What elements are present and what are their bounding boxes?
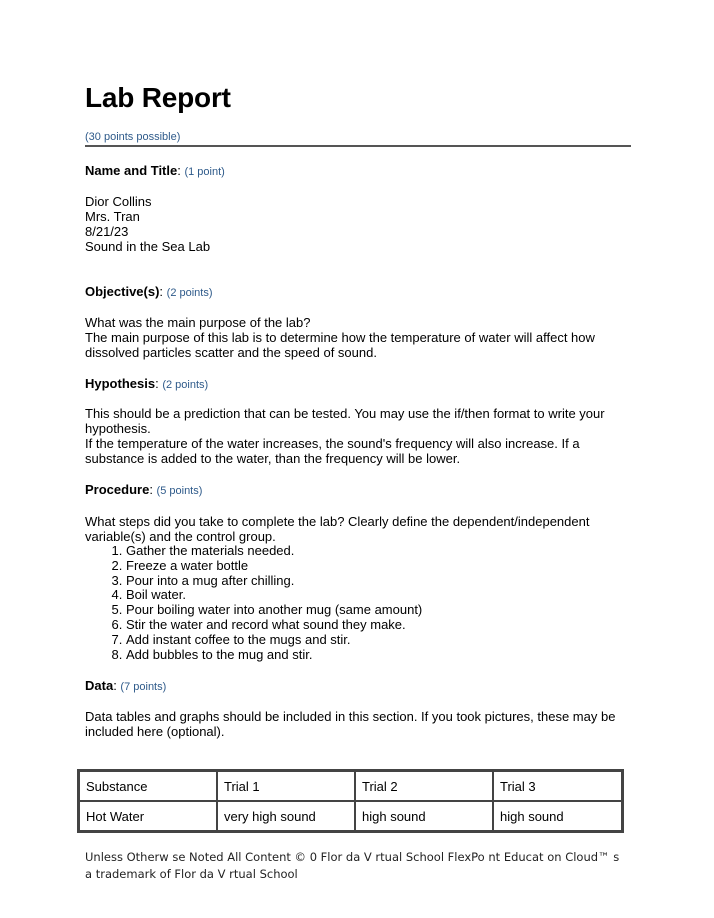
hypothesis-prompt: This should be a prediction that can be tested. You may use the if/then format to write your hypothesis. — [85, 406, 605, 436]
header-divider — [85, 145, 631, 147]
table-header-row — [79, 771, 622, 801]
table-header-cell: Substance — [79, 771, 217, 801]
table-header-cell: Trial 3 — [493, 771, 622, 801]
section-points: (7 points) — [120, 681, 167, 693]
list-item: 5. Pour boiling water into another mug (same amount) — [126, 603, 631, 618]
table-cell: high sound — [493, 801, 622, 831]
hypothesis-section: Hypothesis: (2 points) — [85, 376, 209, 391]
table-cell: high sound — [355, 801, 493, 831]
objective-prompt: What was the main purpose of the lab? — [85, 315, 311, 330]
hypothesis-body — [85, 406, 631, 466]
list-item: 1. Gather the materials needed. — [126, 544, 631, 559]
list-item: 6. Stir the water and record what sound they make. — [126, 618, 631, 633]
table-row — [79, 801, 622, 831]
student-name: Dior Collins — [85, 194, 152, 209]
section-points: (5 points) — [156, 485, 203, 497]
section-label: Hypothesis — [85, 376, 156, 391]
name-section: Name and Title: (1 point) — [85, 163, 225, 178]
name-lines — [85, 194, 631, 254]
objective-answer: The main purpose of this lab is to determine how the temperature of water will affect how dissolved particles scatter and the speed of sound. — [85, 330, 595, 360]
section-label: Name and Title — [85, 163, 178, 178]
table-cell: Hot Water — [79, 801, 217, 831]
data-table — [77, 769, 624, 833]
procedure-prompt: What steps did you take to complete the lab? Clearly define the dependent/independent variable(s) and the control group. — [85, 514, 590, 544]
procedure-body — [85, 514, 631, 662]
list-item: 2. Freeze a water bottle — [126, 559, 631, 574]
table-header-cell: Trial 2 — [355, 771, 493, 801]
data-body — [85, 709, 631, 739]
lab-title: Sound in the Sea Lab — [85, 239, 211, 254]
section-label: Data — [85, 678, 114, 693]
section-label: Objective(s) — [85, 284, 160, 299]
section-points: (1 point) — [184, 166, 225, 178]
procedure-steps — [85, 544, 631, 662]
section-points: (2 points) — [162, 379, 209, 391]
list-item: 3. Pour into a mug after chilling. — [126, 574, 631, 589]
report-date: 8/21/23 — [85, 224, 129, 239]
list-item: 8. Add bubbles to the mug and stir. — [126, 648, 631, 663]
table-cell: very high sound — [217, 801, 355, 831]
section-points: (2 points) — [166, 287, 213, 299]
page-footer: Unless Otherw se Noted All Content © 0 Flor da V rtual School FlexPo nt Educat on Cloud™ s a trademark of Flor da V rtual School — [85, 850, 620, 881]
section-label: Procedure — [85, 482, 150, 497]
points-possible: (30 points possible) — [85, 131, 181, 143]
objective-section: Objective(s): (2 points) — [85, 284, 213, 299]
hypothesis-answer: If the temperature of the water increases, the sound's frequency will also increase. If a substance is added to the water, than the frequency will be lower. — [85, 436, 580, 466]
data-section: Data: (7 points) — [85, 678, 167, 693]
objective-body — [85, 315, 631, 360]
list-item: 7. Add instant coffee to the mugs and stir. — [126, 633, 631, 648]
table-header-cell: Trial 1 — [217, 771, 355, 801]
list-item: 4. Boil water. — [126, 588, 631, 603]
page-title: Lab Report — [85, 82, 231, 113]
teacher-name: Mrs. Tran — [85, 209, 140, 224]
procedure-section: Procedure: (5 points) — [85, 482, 203, 497]
data-prompt: Data tables and graphs should be included in this section. If you took pictures, these may be included here (optional). — [85, 709, 616, 739]
